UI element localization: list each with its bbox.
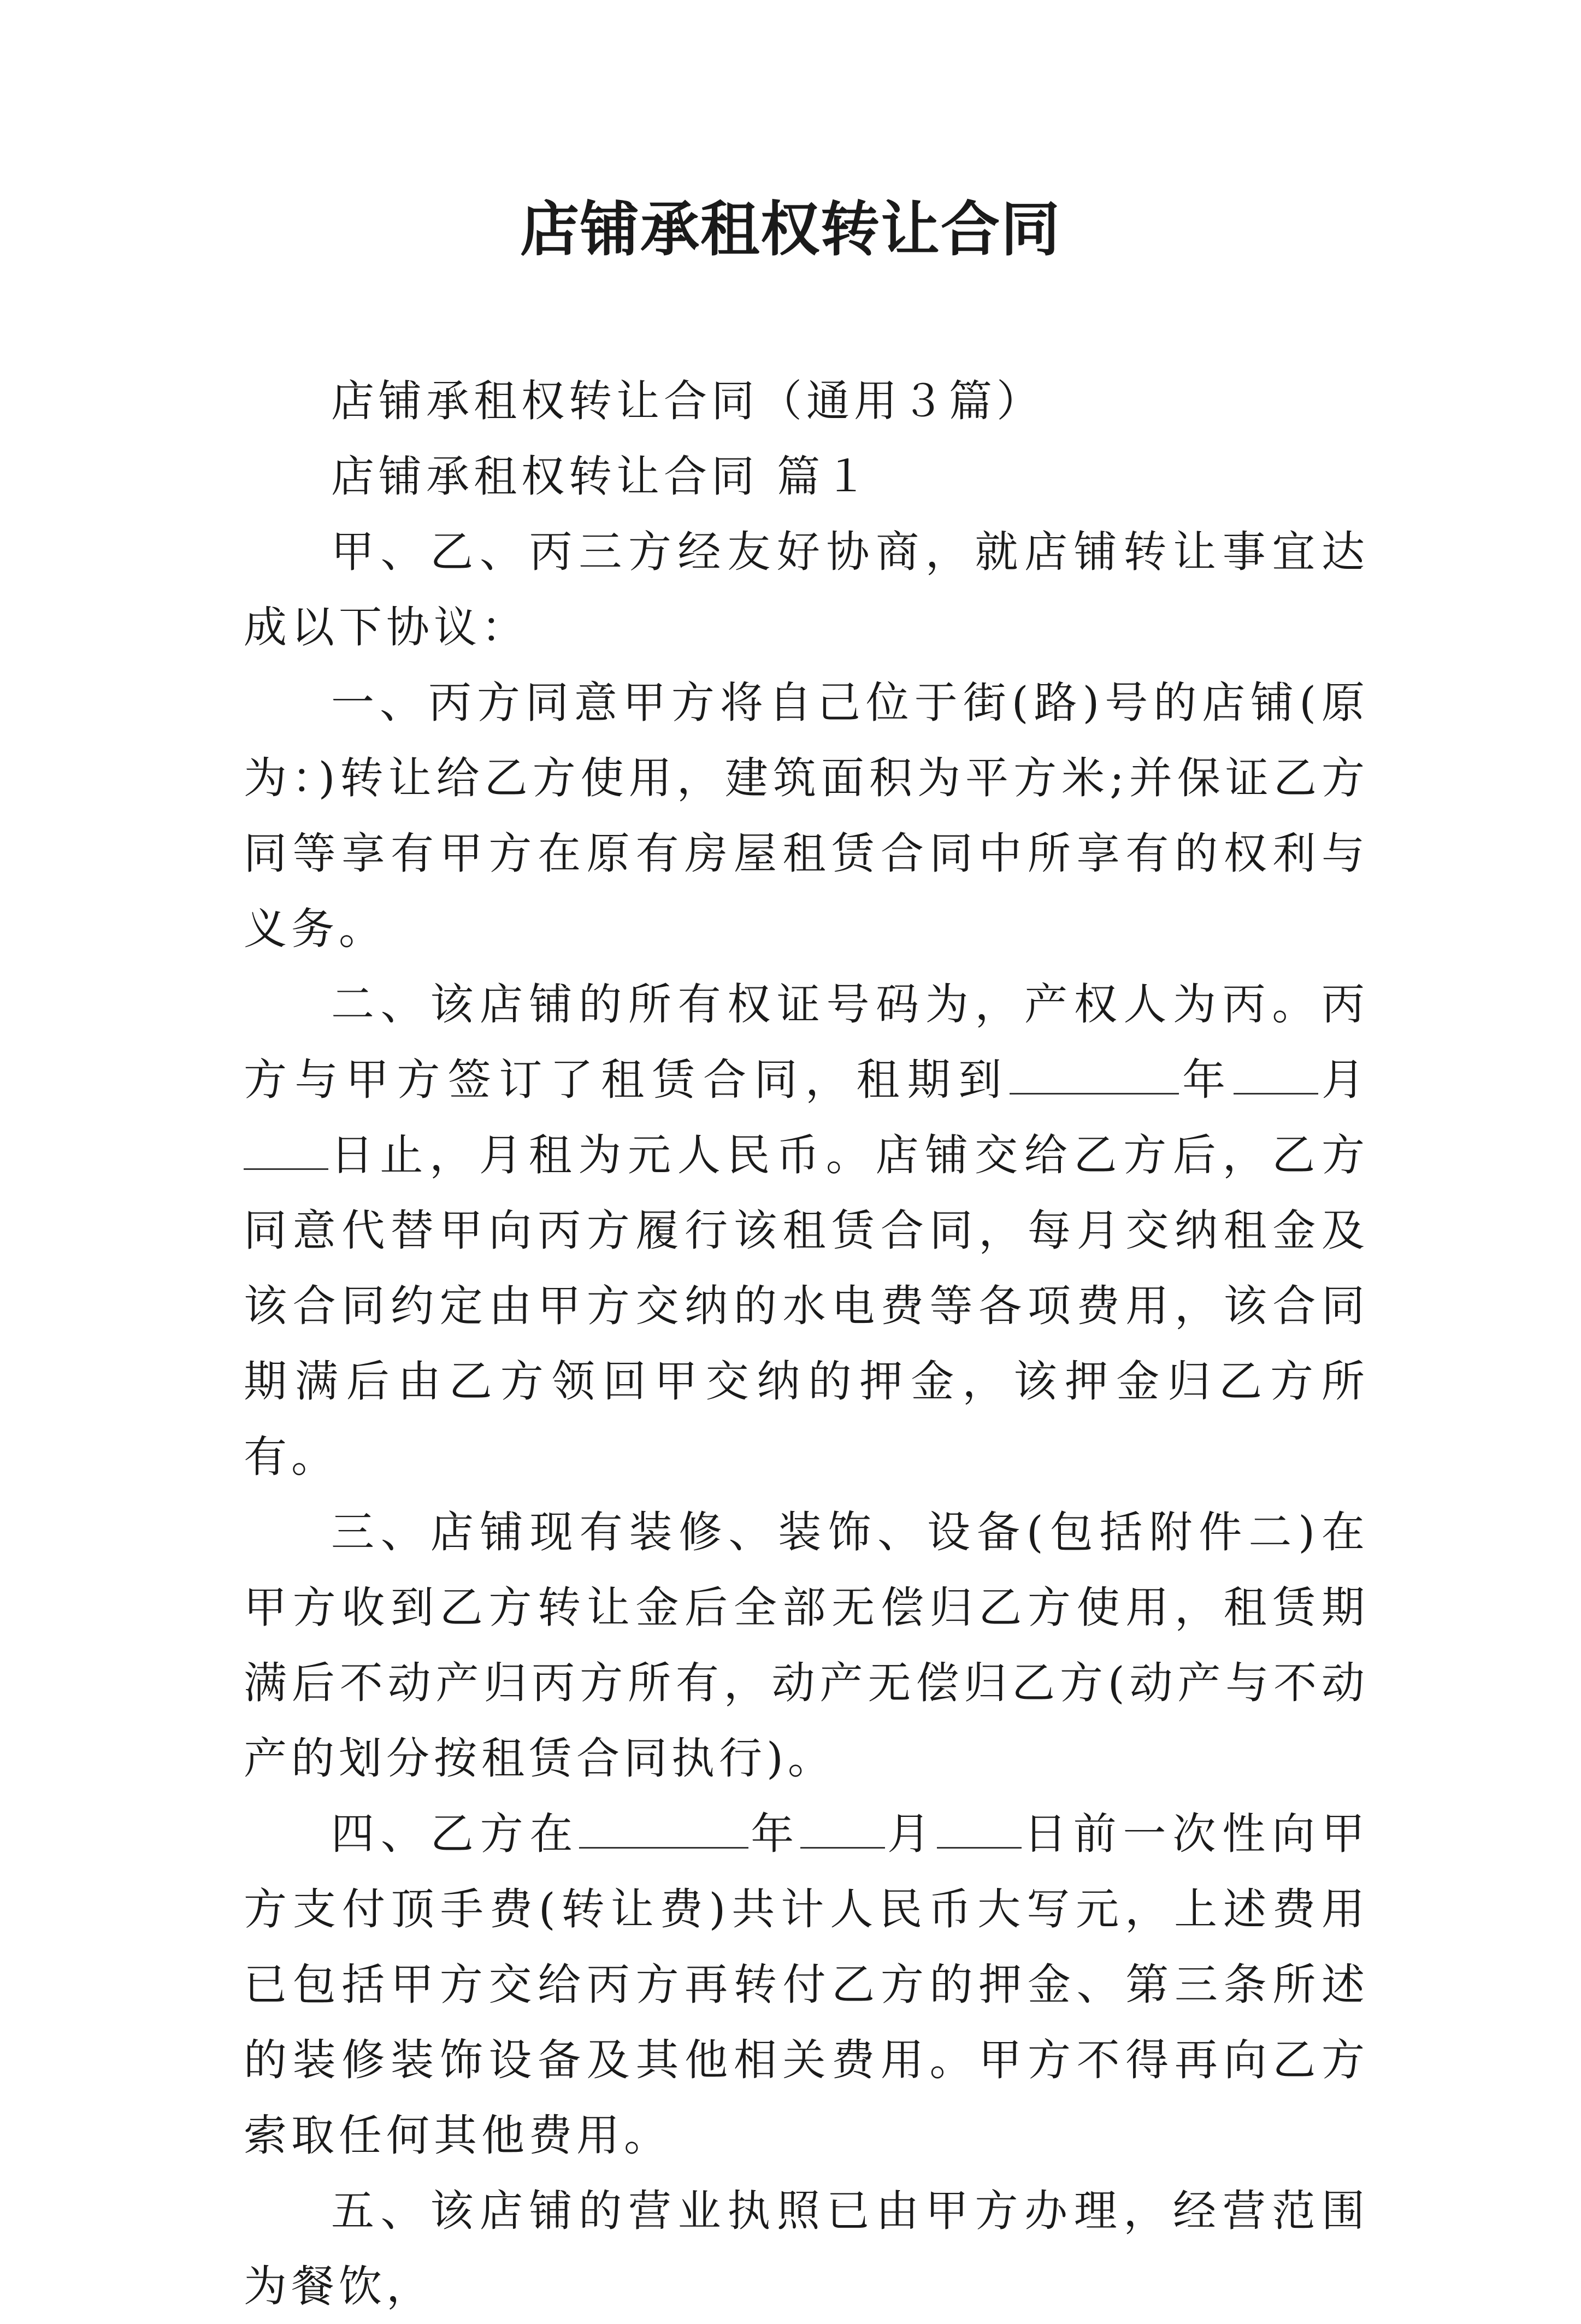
- blank-day-field: [244, 1130, 328, 1170]
- year-label: 年: [748, 1809, 801, 1859]
- document-title: 店铺承租权转让合同: [520, 195, 1061, 264]
- blank-year-field: [1010, 1055, 1179, 1095]
- month-label: 月: [1318, 1055, 1370, 1105]
- clause-3: 三、店铺现有装修、装饰、设备(包括附件二)在甲方收到乙方转让金后全部无偿归乙方使用，租赁期满后不动产归丙方所有，动产无偿归乙方(动产与不动产的划分按租赁合同执行)。: [244, 1507, 1369, 1784]
- section-heading: 店铺承租权转让合同 篇１: [331, 451, 872, 502]
- subtitle: 店铺承租权转让合同（通用３篇）: [331, 376, 1044, 426]
- blank-day-field: [937, 1809, 1022, 1849]
- month-label: 月: [885, 1809, 937, 1859]
- clause-2-text-a: 二、该店铺的所有权证号码为，产权人为丙。丙方与甲方签订了租赁合同，租期到: [244, 979, 1369, 1105]
- document-body: [244, 363, 1369, 2324]
- blank-year-field: [579, 1809, 748, 1849]
- blank-month-field: [1234, 1055, 1318, 1095]
- clause-5: 五、该店铺的营业执照已由甲方办理，经营范围为餐饮，: [244, 2186, 1369, 2311]
- clause-1: 一、丙方同意甲方将自己位于街(路)号的店铺(原为：)转让给乙方使用，建筑面积为平方米;并保证乙方同等享有甲方在原有房屋租赁合同中所享有的权利与义务。: [244, 678, 1369, 954]
- year-label: 年: [1178, 1055, 1234, 1105]
- blank-month-field: [800, 1809, 885, 1849]
- clause-2-text-b: 日止，月租为元人民币。店铺交给乙方后，乙方同意代替甲向丙方履行该租赁合同，每月交纳租金及该合同约定由甲方交纳的水电费等各项费用，该合同期满后由乙方领回甲交纳的押金，该押金归乙方所有。: [244, 1130, 1369, 1482]
- clause-4: [244, 1796, 1369, 2173]
- intro-paragraph: 甲、乙、丙三方经友好协商，就店铺转让事宜达成以下协议：: [244, 527, 1369, 652]
- clause-4-text-b: 日前一次性向甲方支付顶手费(转让费)共计人民币大写元，上述费用已包括甲方交给丙方再转付乙方的押金、第三条所述的装修装饰设备及其他相关费用。甲方不得再向乙方索取任何其他费用。: [244, 1809, 1369, 2161]
- clause-4-text-a: 四、乙方在: [331, 1809, 580, 1859]
- clause-2: [244, 967, 1369, 1495]
